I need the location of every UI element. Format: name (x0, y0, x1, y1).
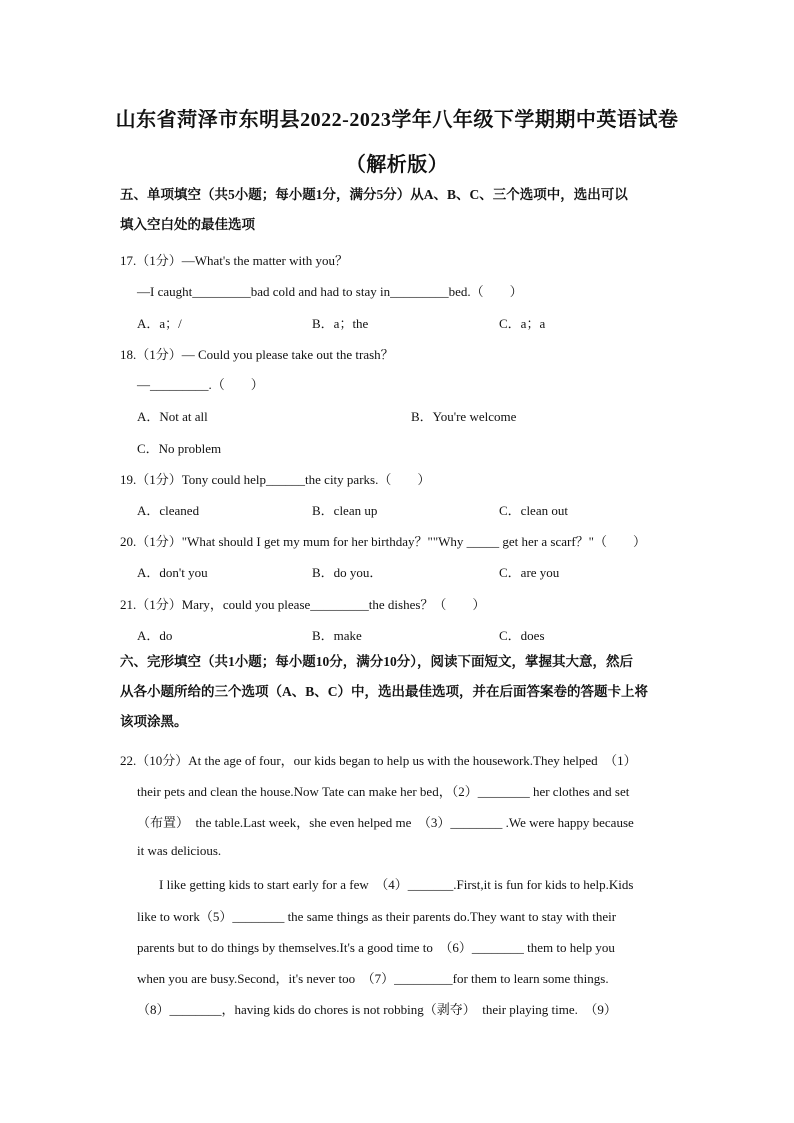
question-17-option-a: A．a；/ (137, 316, 182, 331)
section6-heading-line2: 从各小题所给的三个选项（A、B、C）中，选出最佳选项，并在后面答案卷的答题卡上将 (120, 684, 649, 699)
document-title: 山东省菏泽市东明县2022-2023学年八年级下学期期中英语试卷 (115, 109, 679, 131)
question-21-option-b: B．make (312, 628, 362, 643)
passage-line-4: it was delicious. (137, 843, 222, 858)
passage-line-1: 22.（10分）At the age of four，our kids began to help us with the housework.They helped （1） (120, 753, 637, 768)
question-18-stem2: —_________.（ ） (137, 377, 264, 392)
passage-line-6: like to work（5）________ the same things as their parents do.They want to stay with their (137, 909, 617, 924)
question-17-stem: 17.（1分）—What's the matter with you？ (120, 253, 349, 268)
section5-heading (120, 180, 680, 240)
document-subtitle: （解析版） (345, 154, 449, 176)
question-17-stem2: —I caught_________bad cold and had to stay in_________bed.（ ） (137, 284, 523, 299)
question-19-option-a: A．cleaned (137, 503, 200, 518)
question-18-stem: 18.（1分）— Could you please take out the trash？ (120, 347, 394, 362)
section5-heading-line2: 填入空白处的最佳选项 (120, 217, 255, 232)
section6-heading-line1: 六、完形填空（共1小题；每小题10分，满分10分），阅读下面短文，掌握其大意，然后 (120, 654, 633, 669)
question-20-option-b: B．do you． (312, 565, 383, 580)
question-20-option-a: A．don't you (137, 565, 208, 580)
question-20-option-c: C．are you (499, 565, 560, 580)
question-18-option-a: A．Not at all (137, 409, 208, 424)
question-21-option-c: C．does (499, 628, 545, 643)
question-17-option-b: B．a；the (312, 316, 369, 331)
question-19-option-b: B．clean up (312, 503, 378, 518)
passage-line-3: （布置） the table.Last week，she even helped me （3）________ .We were happy because (137, 815, 634, 830)
section6-heading-line3: 该项涂黑。 (120, 714, 188, 729)
question-17-option-c: C．a；a (499, 316, 546, 331)
passage-line-2: their pets and clean the house.Now Tate can make her bed，（2）________ her clothes and set (137, 784, 630, 799)
passage-line-8: when you are busy.Second，it's never too （7）_________for them to learn some things. (137, 971, 609, 986)
passage-line-5: I like getting kids to start early for a few （4）_______.First,it is fun for kids to help.Kids (159, 877, 634, 892)
question-19-stem: 19.（1分）Tony could help______the city parks.（ ） (120, 472, 431, 487)
section6-heading (120, 647, 680, 737)
passage-line-7: parents but to do things by themselves.It's a good time to （6）________ them to help you (137, 940, 615, 955)
question-18-option-b: B．You're welcome (411, 409, 517, 424)
question-19-option-c: C．clean out (499, 503, 568, 518)
question-21-option-a: A．do (137, 628, 173, 643)
question-21-stem: 21.（1分）Mary，could you please_________the dishes？（ ） (120, 597, 486, 612)
question-18-option-c: C．No problem (137, 441, 222, 456)
section5-heading-line1: 五、单项填空（共5小题；每小题1分，满分5分）从A、B、C、三个选项中，选出可以 (120, 187, 628, 202)
passage-line-9: （8）________，having kids do chores is not robbing（剥夺） their playing time. （9） (137, 1002, 617, 1017)
question-20-stem: 20.（1分）"What should I get my mum for her birthday？""Why _____ get her a scarf？"（ ） (120, 534, 646, 549)
